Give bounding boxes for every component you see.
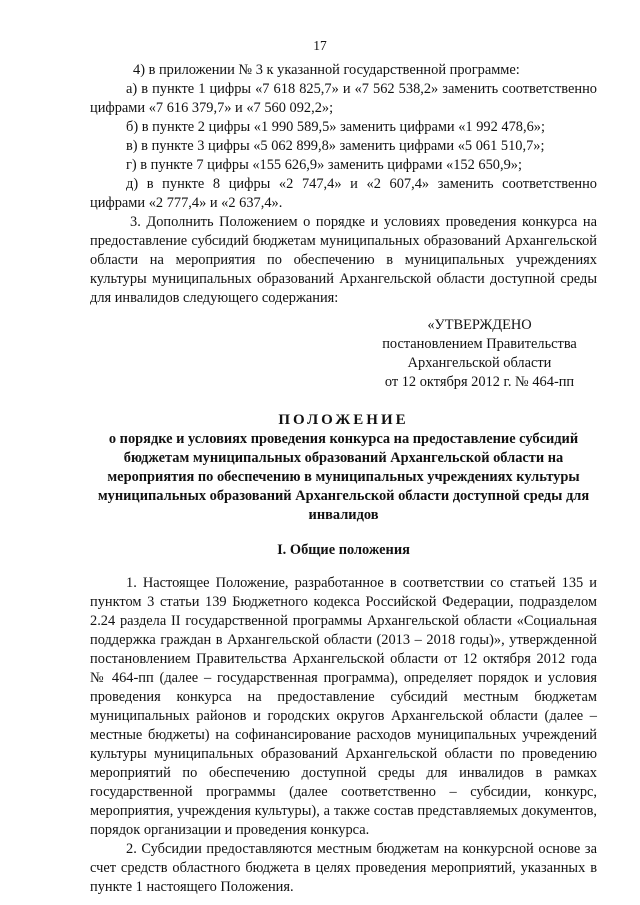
approval-line-1: «УТВЕРЖДЕНО — [427, 317, 532, 333]
document-body — [90, 61, 597, 897]
page-number: 17 — [313, 38, 327, 53]
section-heading: I. Общие положения — [277, 542, 410, 558]
amendment-item-g: г) в пункте 7 цифры «155 626,9» заменить цифрами «152 650,9»; — [126, 157, 522, 173]
approval-line-2: постановлением Правительства — [382, 336, 577, 352]
amendment-item-v: в) в пункте 3 цифры «5 062 899,8» заменить цифрами «5 061 510,7»; — [126, 138, 545, 154]
amendment-item-3: 3. Дополнить Положением о порядке и условиях проведения конкурса на предоставление субсидий бюджетам муниципальных образований Архангельской области на мероприятия по обеспечению в муниципальных учреждениях культуры муниципальных образований Архангельской области доступной среды для инвалидов следующего содержания: — [90, 214, 597, 306]
document-title: ПОЛОЖЕНИЕ — [278, 412, 409, 428]
document-subtitle: о порядке и условиях проведения конкурса на предоставление субсидий бюджетам муниципальных образований Архангельской области на мероприятия по обеспечению в муниципальных учреждениях культуры муниципальных образований Архангельской области доступной среды для инвалидов — [97, 431, 590, 523]
approval-stamp — [362, 316, 597, 392]
approval-line-3: Архангельской области — [407, 355, 552, 371]
amendment-item-4: 4) в приложении № 3 к указанной государственной программе: — [133, 62, 520, 78]
amendment-item-d: д) в пункте 8 цифры «2 747,4» и «2 607,4» заменить соответственно цифрами «2 777,4» и «2 637,4». — [90, 176, 597, 211]
amendment-item-a: а) в пункте 1 цифры «7 618 825,7» и «7 562 538,2» заменить соответственно цифрами «7 616 379,7» и «7 560 092,2»; — [90, 81, 597, 116]
paragraph-1: 1. Настоящее Положение, разработанное в соответствии со статьей 135 и пунктом 3 статьи 139 Бюджетного кодекса Российской Федерации, подразделом 2.24 раздела II государственной программы Архангельской области «Социальная поддержка граждан в Архангельской области (2013 – 2018 годы)», утвержденной постановлением Правительства Архангельской области от 12 октября 2012 года № 464-пп (далее – государственная программа), определяет порядок и условия проведения конкурса на предоставление субсидий местным бюджетам муниципальных районов и городских округов Архангельской области (далее – местные бюджеты) на софинансирование расходов муниципальных учреждений культуры муниципальных образований Архангельской области по проведению мероприятий по обеспечению доступной среды для инвалидов в рамках государственной программы (далее соответственно – субсидии, конкурс, мероприятия, учреждения культуры), а также состав представляемых документов, порядок организации и проведения конкурса. — [90, 575, 597, 838]
amendment-item-b: б) в пункте 2 цифры «1 990 589,5» заменить цифрами «1 992 478,6»; — [126, 119, 545, 135]
approval-line-4: от 12 октября 2012 г. № 464-пп — [384, 374, 575, 390]
paragraph-2: 2. Субсидии предоставляются местным бюджетам на конкурсной основе за счет средств областного бюджета в целях проведения мероприятий, указанных в пункте 1 настоящего Положения. — [90, 841, 597, 895]
